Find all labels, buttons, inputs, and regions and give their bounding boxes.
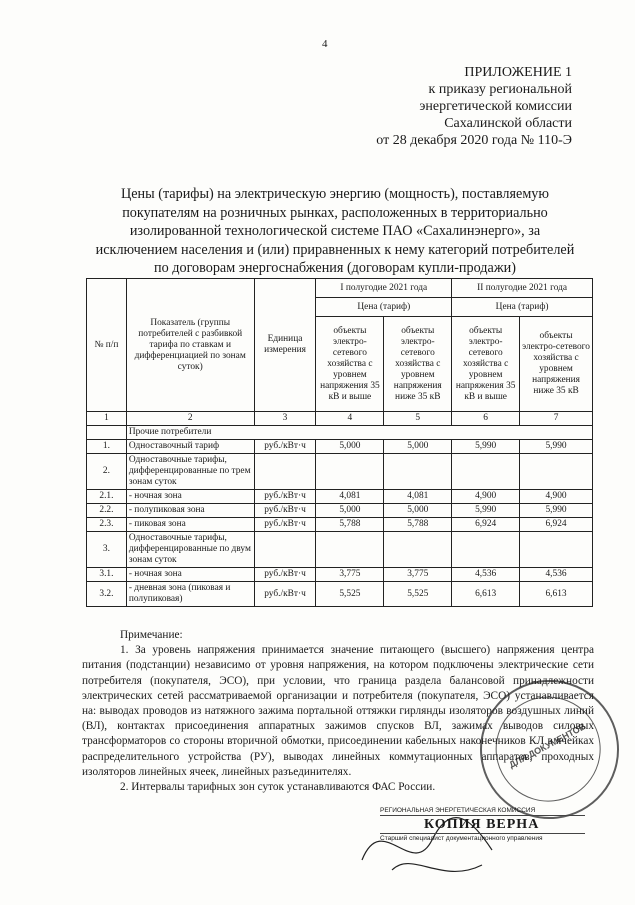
column-number: 4 (316, 412, 384, 426)
stamp-org: РЕГИОНАЛЬНАЯ ЭНЕРГЕТИЧЕСКАЯ КОМИССИЯ (380, 806, 585, 816)
table-row (87, 568, 593, 582)
row-value: 5,000 (384, 504, 452, 518)
page-number: 4 (322, 38, 328, 50)
row-value: 4,536 (520, 568, 593, 582)
header-sub-c: объекты электро-сетевого хозяйства с уровнем напряжения 35 кВ и выше (452, 317, 520, 412)
table-row (87, 532, 593, 568)
column-numbers-row (87, 412, 593, 426)
header-half1: I полугодие 2021 года (316, 279, 452, 298)
row-value (384, 532, 452, 568)
stamp-position: Старший специалист документационного управления (380, 833, 585, 843)
title-line: по договорам энергоснабжения (договорам купли-продажи) (154, 260, 516, 277)
row-num: 3.2. (87, 582, 127, 607)
column-number: 2 (126, 412, 254, 426)
row-value: 5,000 (384, 440, 452, 454)
header-indicator: Показатель (группы потребителей с разбивкой тарифа по ставкам и дифференциацией по зонам суток) (126, 279, 254, 412)
row-value (520, 532, 593, 568)
section-row (87, 426, 593, 440)
row-unit: руб./кВт·ч (254, 440, 316, 454)
copy-stamp (380, 806, 585, 843)
row-value (384, 454, 452, 490)
title-line: изолированной технологической системе ПАО «Сахалинэнерго», за (129, 223, 541, 240)
header-unit: Единица измерения (254, 279, 316, 412)
row-value: 4,900 (452, 490, 520, 504)
header-half2: II полугодие 2021 года (452, 279, 593, 298)
row-num: 3. (87, 532, 127, 568)
row-num: 3.1. (87, 568, 127, 582)
row-value: 5,525 (316, 582, 384, 607)
row-value: 5,990 (520, 504, 593, 518)
row-value: 4,536 (452, 568, 520, 582)
row-unit (254, 532, 316, 568)
header-sub-d: объекты электро-сетевого хозяйства с уровнем напряжения ниже 35 кВ (520, 317, 593, 412)
row-value: 5,000 (316, 504, 384, 518)
appendix-line: от 28 декабря 2020 года № 110-Э (376, 133, 572, 148)
row-num: 2.3. (87, 518, 127, 532)
row-unit: руб./кВт·ч (254, 568, 316, 582)
column-number: 6 (452, 412, 520, 426)
section-label: Прочие потребители (126, 426, 592, 440)
title-line: Цены (тарифы) на электрическую энергию (мощность), поставляемую (121, 186, 549, 202)
row-value (520, 454, 593, 490)
row-unit (254, 454, 316, 490)
appendix-heading: ПРИЛОЖЕНИЕ 1 (464, 65, 572, 80)
row-value (316, 532, 384, 568)
title-line: исключением населения и (или) приравненных к нему категорий потребителей (95, 241, 575, 258)
row-num: 2.2. (87, 504, 127, 518)
row-value (452, 454, 520, 490)
row-unit: руб./кВт·ч (254, 582, 316, 607)
row-value: 4,081 (316, 490, 384, 504)
row-unit: руб./кВт·ч (254, 490, 316, 504)
row-num: 2.1. (87, 490, 127, 504)
row-value: 5,788 (384, 518, 452, 532)
row-value: 5,990 (452, 440, 520, 454)
row-value: 5,788 (316, 518, 384, 532)
header-sub-b: объекты электро-сетевого хозяйства с уровнем напряжения ниже 35 кВ (384, 317, 452, 412)
title-line: покупателям на розничных рынках, расположенных в территориально (122, 204, 548, 221)
row-name: - дневная зона (пиковая и полупиковая) (126, 582, 254, 607)
header-sub-a: объекты электро-сетевого хозяйства с уровнем напряжения 35 кВ и выше (316, 317, 384, 412)
appendix-line: энергетической комиссии (419, 99, 572, 114)
row-name: - полупиковая зона (126, 504, 254, 518)
row-name: - пиковая зона (126, 518, 254, 532)
table-row (87, 454, 593, 490)
header-price2: Цена (тариф) (452, 298, 593, 317)
row-value: 5,990 (452, 504, 520, 518)
row-value: 4,900 (520, 490, 593, 504)
row-name: - ночная зона (126, 568, 254, 582)
row-value (316, 454, 384, 490)
row-name: - ночная зона (126, 490, 254, 504)
row-name: Одноставочный тариф (126, 440, 254, 454)
appendix-line: Сахалинской области (444, 116, 572, 131)
header-price1: Цена (тариф) (316, 298, 452, 317)
row-num: 2. (87, 454, 127, 490)
row-value: 3,775 (384, 568, 452, 582)
notes-heading: Примечание: (120, 629, 183, 641)
table-row (87, 504, 593, 518)
table-row (87, 518, 593, 532)
row-unit: руб./кВт·ч (254, 504, 316, 518)
note-1: 1. За уровень напряжения принимается значение питающего (высшего) напряжения центра питания (подстанции) независимо от уровня напряжения, на котором подключены электрические сети потребителя (покупателя, ЭСО), при условии, что граница раздела балансовой принадлежности электрических сетей рассматриваемой организации и потребителя (покупателя, ЭСО) устанавливается на: выводах проводов из натяжного зажима портальной оттяжки гирлянды изоляторов воздушных линий (ВЛ), контактах присоединения аппаратных зажимов спусков ВЛ, зажимах выводов силовых трансформаторов со стороны вторичной обмотки, присоединении кабельных наконечников КЛ в ячейках распределительного устройства (РУ), выводах линейных коммутационных аппаратов, проходных изоляторов линейных ячеек, линейных разъединителях. (82, 644, 594, 778)
table-row (87, 490, 593, 504)
row-unit: руб./кВт·ч (254, 518, 316, 532)
seal-text: ДЛЯ ДОКУМЕНТОВ (507, 721, 588, 770)
column-number: 5 (384, 412, 452, 426)
row-value: 6,924 (520, 518, 593, 532)
row-value: 3,775 (316, 568, 384, 582)
table-row (87, 582, 593, 607)
row-name: Одноставочные тарифы, дифференцированные по двум зонам суток (126, 532, 254, 568)
column-number: 1 (87, 412, 127, 426)
row-value: 4,081 (384, 490, 452, 504)
tariff-table (86, 278, 593, 607)
row-value: 5,000 (316, 440, 384, 454)
appendix-line: к приказу региональной (428, 82, 572, 97)
row-value: 6,924 (452, 518, 520, 532)
row-value: 5,525 (384, 582, 452, 607)
document-title (95, 185, 575, 278)
row-name: Одноставочные тарифы, дифференцированные по трем зонам суток (126, 454, 254, 490)
note-2: 2. Интервалы тарифных зон суток устанавливаются ФАС России. (120, 781, 436, 794)
row-value (452, 532, 520, 568)
row-value: 5,990 (520, 440, 593, 454)
header-num: № п/п (87, 279, 127, 412)
row-value: 6,613 (520, 582, 593, 607)
table-row (87, 440, 593, 454)
stamp-copy-text: КОПИЯ ВЕРНА (424, 817, 540, 832)
column-number: 7 (520, 412, 593, 426)
row-num: 1. (87, 440, 127, 454)
row-value: 6,613 (452, 582, 520, 607)
column-number: 3 (254, 412, 316, 426)
